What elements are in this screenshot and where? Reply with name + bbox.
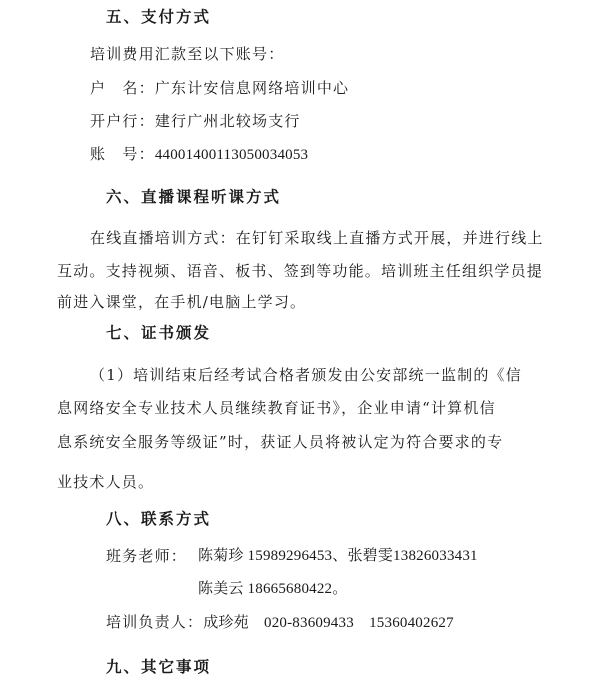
manager-contacts: 成珍苑 020-83609433 15360402627: [203, 615, 454, 631]
bank-row: [90, 111, 301, 131]
section6-heading: 六、直播课程听课方式: [106, 188, 282, 206]
bank-label: 开户行：: [90, 112, 155, 130]
account-number-row: [90, 144, 308, 165]
section5-heading: 五、支付方式: [106, 8, 212, 26]
teacher-label: 班务老师：: [106, 547, 188, 565]
live-para-line-2: 互动。支持视频、语音、板书、签到等功能。培训班主任组织学员提: [57, 262, 544, 280]
cert-para-line-1: （1）培训结束后经考试合格者颁发由公安部统一监制的《信: [90, 366, 522, 384]
live-para-line-3: 前进入课堂，在手机/电脑上学习。: [57, 293, 307, 311]
live-para-line-1: 在线直播培训方式：在钉钉采取线上直播方式开展，并进行线上: [90, 229, 544, 247]
manager-row: [106, 612, 454, 633]
account-name-label: 户 名：: [90, 79, 155, 97]
cert-para-line-3: 息系统安全服务等级证”时，获证人员将被认定为符合要求的专: [57, 433, 504, 451]
account-number-label: 账 号：: [90, 145, 155, 163]
cert-para-line-4: 业技术人员。: [57, 473, 155, 491]
account-number-value: 44001400113050034053: [154, 147, 309, 163]
teacher-contacts-1: 陈菊珍 15989296453、张碧雯13826033431: [198, 548, 478, 564]
teacher-contacts-2: 陈美云 18665680422。: [198, 581, 348, 597]
section8-heading: 八、联系方式: [106, 510, 212, 528]
section7-heading: 七、证书颁发: [106, 324, 212, 342]
cert-para-line-2: 息网络安全专业技术人员继续教育证书》，企业申请“计算机信: [57, 399, 496, 417]
payment-intro: 培训费用汇款至以下账号：: [90, 45, 285, 63]
manager-label: 培训负责人：: [106, 613, 204, 631]
section9-heading: 九、其它事项: [106, 658, 212, 676]
account-name-value: 广东计安信息网络培训中心: [154, 79, 350, 97]
account-name-row: [90, 78, 349, 98]
bank-value: 建行广州北较场支行: [154, 112, 301, 130]
